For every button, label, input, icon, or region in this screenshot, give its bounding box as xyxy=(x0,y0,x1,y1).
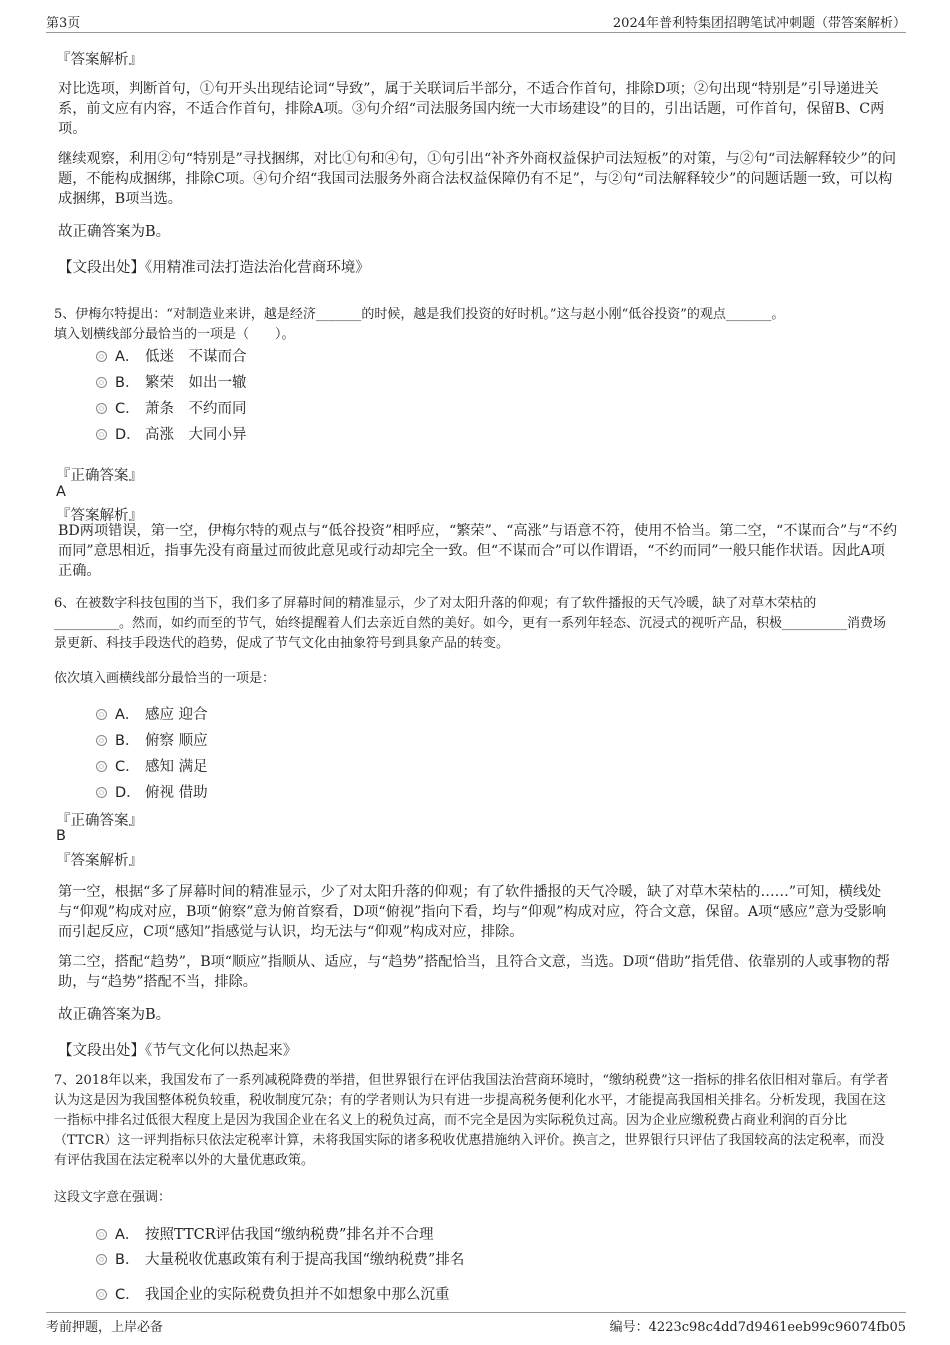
option-letter: C． xyxy=(115,759,140,775)
q5-option-d[interactable] xyxy=(96,423,247,444)
option-letter: C． xyxy=(115,401,140,417)
radio-icon[interactable] xyxy=(96,429,107,440)
q5-option-b[interactable] xyxy=(96,371,247,392)
footer-slogan: 考前押题，上岸必备 xyxy=(46,1320,164,1335)
option-letter: D． xyxy=(115,427,141,443)
q7-stem: 7、2018年以来，我国发布了一系列减税降费的举措，但世界银行在评估我国法治营商环境时，“缴纳税费”这一指标的排名依旧相对靠后。有学者认为这是因为我国整体税负较重，税收制度冗杂；有的学者则认为只有进一步提高税务便利化水平，才能提高我国相关排名。分析发现，我国在这一指标中排名过低很大程度上是因为我国企业在名义上的税负过高，而不完全是因为实际税负过高。因为企业应缴税费占商业利润的百分比（TTCR）这一评判指标只依法定税率计算，未将我国实际的诸多税收优惠措施纳入评价。换言之，世界银行只评估了我国较高的法定税率，而没有评估我国在法定税率以外的大量优惠政策。 xyxy=(54,1073,889,1168)
q4-conclusion: 故正确答案为B。 xyxy=(58,224,171,240)
q7-option-c[interactable] xyxy=(96,1283,450,1304)
option-text: 高涨 大同小异 xyxy=(145,427,247,443)
q6-analysis-label: 『答案解析』 xyxy=(56,853,143,869)
option-letter: B． xyxy=(115,375,140,391)
q6-option-d[interactable] xyxy=(96,781,208,802)
option-text: 俯察 顺应 xyxy=(145,733,208,749)
footer-code: 编号：4223c98c4dd7d9461eeb99c96074fb05 xyxy=(609,1320,906,1335)
q4-analysis-paragraph-2: 继续观察，利用②句“特别是”寻找捆绑，对比①句和④句，①句引出“补齐外商权益保护司法短板”的对策，与②句“司法解释较少”的问题，不能构成捆绑，排除C项。④句介绍“我国司法服务外商合法权益保障仍有不足”，与②句“司法解释较少”的问题话题一致，可以构成捆绑，B项当选。 xyxy=(58,151,897,207)
radio-icon[interactable] xyxy=(96,761,107,772)
radio-icon[interactable] xyxy=(96,787,107,798)
page-number: 第3页 xyxy=(46,16,81,31)
q6-correct-answer: B xyxy=(56,828,66,844)
option-text: 俯视 借助 xyxy=(145,785,208,801)
option-text: 按照TTCR评估我国“缴纳税费”排名并不合理 xyxy=(145,1227,434,1243)
q6-conclusion: 故正确答案为B。 xyxy=(58,1007,171,1023)
q5-analysis: BD两项错误，第一空，伊梅尔特的观点与“低谷投资”相呼应，“繁荣”、“高涨”与语意不符，使用不恰当。第二空，“不谋而合”与“不约而同”意思相近，指事先没有商量过而彼此意见或行动却完全一致。但“不谋而合”可以作谓语，“不约而同”一般只能作状语。因此A项正确。 xyxy=(58,523,898,579)
option-text: 繁荣 如出一辙 xyxy=(145,375,247,391)
q6-option-b[interactable] xyxy=(96,729,208,750)
q5-prompt: 填入划横线部分最恰当的一项是（ ）。 xyxy=(54,327,295,342)
document-title: 2024年普利特集团招聘笔试冲刺题（带答案解析） xyxy=(612,16,906,31)
q7-option-a[interactable] xyxy=(96,1223,433,1244)
option-letter: A． xyxy=(115,707,140,723)
option-letter: C． xyxy=(115,1287,140,1303)
q5-option-c[interactable] xyxy=(96,397,247,418)
q5-correct-label: 『正确答案』 xyxy=(56,468,143,484)
q6-option-a[interactable] xyxy=(96,703,208,724)
q7-option-b[interactable] xyxy=(96,1248,464,1269)
q6-option-c[interactable] xyxy=(96,755,208,776)
option-letter: A． xyxy=(115,349,140,365)
radio-icon[interactable] xyxy=(96,377,107,388)
page-header xyxy=(46,10,906,33)
q5-analysis-label: 『答案解析』 xyxy=(56,508,143,524)
q5-stem: 5、伊梅尔特提出：“对制造业来讲，越是经济_______的时候，越是我们投资的好时机。”这与赵小刚“低谷投资”的观点_______。 xyxy=(54,307,785,322)
q5-option-a[interactable] xyxy=(96,345,247,366)
radio-icon[interactable] xyxy=(96,403,107,414)
q7-prompt: 这段文字意在强调： xyxy=(54,1190,172,1205)
q6-analysis-paragraph-1: 第一空，根据“多了屏幕时间的精准显示，少了对太阳升落的仰观；有了软件播报的天气冷暖，缺了对草木荣枯的……”可知，横线处与“仰观”构成对应，B项“俯察”意为俯首察看，D项“俯视”指向下看，均与“仰观”构成对应，符合文意，保留。A项“感应”意为受影响而引起反应，C项“感知”指感觉与认识，均无法与“仰观”构成对应，排除。 xyxy=(58,884,887,940)
q6-correct-label: 『正确答案』 xyxy=(56,813,143,829)
page-footer xyxy=(46,1312,906,1335)
option-letter: B． xyxy=(115,733,140,749)
q4-analysis-paragraph-1: 对比选项，判断首句，①句开头出现结论词“导致”，属于关联词后半部分，不适合作首句，排除D项；②句出现“特别是”引导递进关系，前文应有内容，不适合作首句，排除A项。③句介绍“司法服务国内统一大市场建设”的目的，引出话题，可作首句，保留B、C两项。 xyxy=(58,81,885,137)
option-letter: B． xyxy=(115,1252,140,1268)
radio-icon[interactable] xyxy=(96,709,107,720)
q6-analysis-paragraph-2: 第二空，搭配“趋势”，B项“顺应”指顺从、适应，与“趋势”搭配恰当，且符合文意，当选。D项“借助”指凭借、依靠别的人或事物的帮助，与“趋势”搭配不当，排除。 xyxy=(58,954,890,990)
option-letter: D． xyxy=(115,785,141,801)
q6-prompt: 依次填入画横线部分最恰当的一项是： xyxy=(54,671,276,686)
radio-icon[interactable] xyxy=(96,735,107,746)
option-text: 我国企业的实际税费负担并不如想象中那么沉重 xyxy=(145,1287,450,1303)
option-text: 大量税收优惠政策有利于提高我国“缴纳税费”排名 xyxy=(145,1252,465,1268)
radio-icon[interactable] xyxy=(96,1254,107,1265)
radio-icon[interactable] xyxy=(96,1229,107,1240)
option-letter: A． xyxy=(115,1227,140,1243)
option-text: 萧条 不约而同 xyxy=(145,401,247,417)
q4-source: 【文段出处】《用精准司法打造法治化营商环境》 xyxy=(58,260,370,276)
q4-analysis-label: 『答案解析』 xyxy=(56,52,143,68)
option-text: 低迷 不谋而合 xyxy=(145,349,247,365)
option-text: 感知 满足 xyxy=(145,759,208,775)
q6-source: 【文段出处】《节气文化何以热起来》 xyxy=(58,1043,298,1059)
q5-correct-answer: A xyxy=(56,484,66,500)
radio-icon[interactable] xyxy=(96,351,107,362)
q6-stem: 6、在被数字科技包围的当下，我们多了屏幕时间的精准显示，少了对太阳升落的仰观；有了软件播报的天气冷暖，缺了对草木荣枯的__________。然而，如约而至的节气，始终提醒着人们去亲近自然的美好。如今，更有一系列年轻态、沉浸式的视听产品，积极__________消费场景更新、科技手段迭代的趋势，促成了节气文化由抽象符号到具象产品的转变。 xyxy=(54,596,887,651)
radio-icon[interactable] xyxy=(96,1289,107,1300)
option-text: 感应 迎合 xyxy=(145,707,208,723)
